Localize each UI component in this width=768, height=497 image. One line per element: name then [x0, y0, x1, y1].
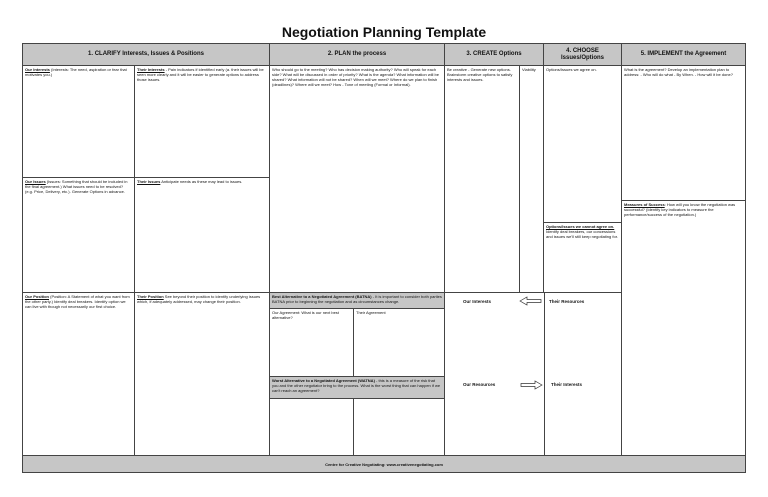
- our-interests-cell[interactable]: [23, 66, 135, 178]
- batna-band: [270, 293, 445, 309]
- exchange-divider: [544, 293, 545, 457]
- their-issues-cell[interactable]: [135, 178, 270, 293]
- planning-sheet: [22, 43, 746, 473]
- watna-text: - this is a measure of the risk that you and the other negotiator bring to the process. What is the worst thing that can happen if we can't reach an agreement?: [272, 378, 441, 393]
- our-agreement-cell[interactable]: [270, 309, 354, 377]
- implementation-text: What is the agreement? Develop an implementation plan to address: - Who will do what - By When. - How will it be done?: [624, 67, 733, 77]
- footer-credit: Centre for Creative Negotiating: www.creativenegotiating.com: [23, 455, 745, 472]
- left-arrow-icon: [519, 296, 543, 306]
- header-plan: 2. PLAN the process: [270, 44, 445, 66]
- watna-our-cell[interactable]: [270, 399, 354, 457]
- header-clarify: 1. CLARIFY Interests, Issues & Positions: [23, 44, 270, 66]
- our-issues-cell[interactable]: [23, 178, 135, 293]
- their-agreement-text: Their Agreement: [356, 310, 386, 315]
- watna-band: [270, 377, 445, 399]
- watna-their-cell[interactable]: [354, 399, 445, 457]
- their-interests-label: Their Interests: [137, 67, 165, 72]
- agreed-options-text: Options/Issues we agree on.: [546, 67, 597, 72]
- exchange-area: [445, 293, 622, 457]
- their-issues-label: Their Issues: [137, 179, 161, 184]
- disagreed-options-text: Identify deal breakers, our concessions and issues we'll still keep negotiating for.: [546, 229, 618, 239]
- exchange-our-interests: Our Interests: [463, 299, 492, 304]
- batna-label: Best Alternative to a Negotiated Agreement (BATNA): [272, 294, 372, 299]
- header-implement: 5. IMPLEMENT the Agreement: [622, 44, 745, 66]
- their-agreement-cell[interactable]: [354, 309, 445, 377]
- disagreed-options-label: Options/Issues we cannot agree on.: [546, 224, 615, 229]
- process-text: Who should go to the meeting? Who has decision making authority? Who will speak for each side? What will be discussed in order of priority? What is the agenda? What information will be shared? What information will not be shared? When will we meet? Where do we plan to finish (deadlines)? Where will we meet? How - Tone of meeting (Formal or Informal).: [272, 67, 439, 87]
- our-issues-label: Our Issues: [25, 179, 46, 184]
- create-options-cell[interactable]: [445, 66, 520, 293]
- agreed-options-cell[interactable]: [544, 66, 622, 223]
- viability-cell[interactable]: [520, 66, 544, 293]
- our-interests-text: (Interests: The need, aspiration or fear that motivates you.): [25, 67, 127, 77]
- watna-label: Worst Alternative to a Negotiated Agreement (WATNA): [272, 378, 375, 383]
- success-label: Measures of Success: [624, 202, 665, 207]
- success-text: : How will you know the negotiation was successful? (Identify key indicators to measure the performance/success of the negotiation.): [624, 202, 736, 217]
- header-choose: 4. CHOOSE Issues/Options: [544, 44, 622, 66]
- our-position-text: (Position: A Statement of what you want from the other party.) Identify deal breakers. Identify option we can live with though not necessarily our first choice.: [25, 294, 130, 309]
- our-issues-text: (Issues: Something that should be included in the final agreement.) What issues need to be resolved? (e.g. Price, Delivery, etc.). Generate Options in advance.: [25, 179, 128, 194]
- disagreed-options-cell[interactable]: [544, 223, 622, 293]
- their-position-label: Their Position: [137, 294, 164, 299]
- their-interests-cell[interactable]: [135, 66, 270, 178]
- our-agreement-text: Our Agreement: What is our next best alternative?: [272, 310, 339, 320]
- page-title: Negotiation Planning Template: [281, 24, 487, 40]
- viability-label: Viability: [522, 67, 536, 72]
- implementation-cell[interactable]: [622, 66, 745, 201]
- their-position-cell[interactable]: [135, 293, 270, 457]
- their-issues-text: Anticipate needs as these may lead to issues.: [160, 179, 243, 184]
- exchange-our-resources: Our Resources: [463, 382, 496, 387]
- right-arrow-icon: [519, 380, 543, 390]
- process-cell[interactable]: [270, 66, 445, 293]
- our-position-label: Our Position: [25, 294, 49, 299]
- their-position-text: See beyond their position to identify underlying issues which, if adequately addressed, may change their position.: [137, 294, 261, 304]
- our-interests-label: Our Interests: [25, 67, 50, 72]
- header-create: 3. CREATE Options: [445, 44, 544, 66]
- exchange-their-resources: Their Resources: [549, 299, 585, 304]
- create-options-text: Be creative - Generate new options. Brainstorm creative options to satisfy interests and issues.: [447, 67, 513, 82]
- our-position-cell[interactable]: [23, 293, 135, 457]
- exchange-their-interests: Their Interests: [551, 382, 583, 387]
- success-cell[interactable]: [622, 201, 745, 457]
- batna-text: - It is important to consider both parties BATNA prior to beginning the negotiation and as circumstances change.: [272, 294, 442, 304]
- their-interests-text: - Pain indicators if identified early (a. their issues will be seen more clearly and it will be easier to generate options to address those issues.: [137, 67, 264, 82]
